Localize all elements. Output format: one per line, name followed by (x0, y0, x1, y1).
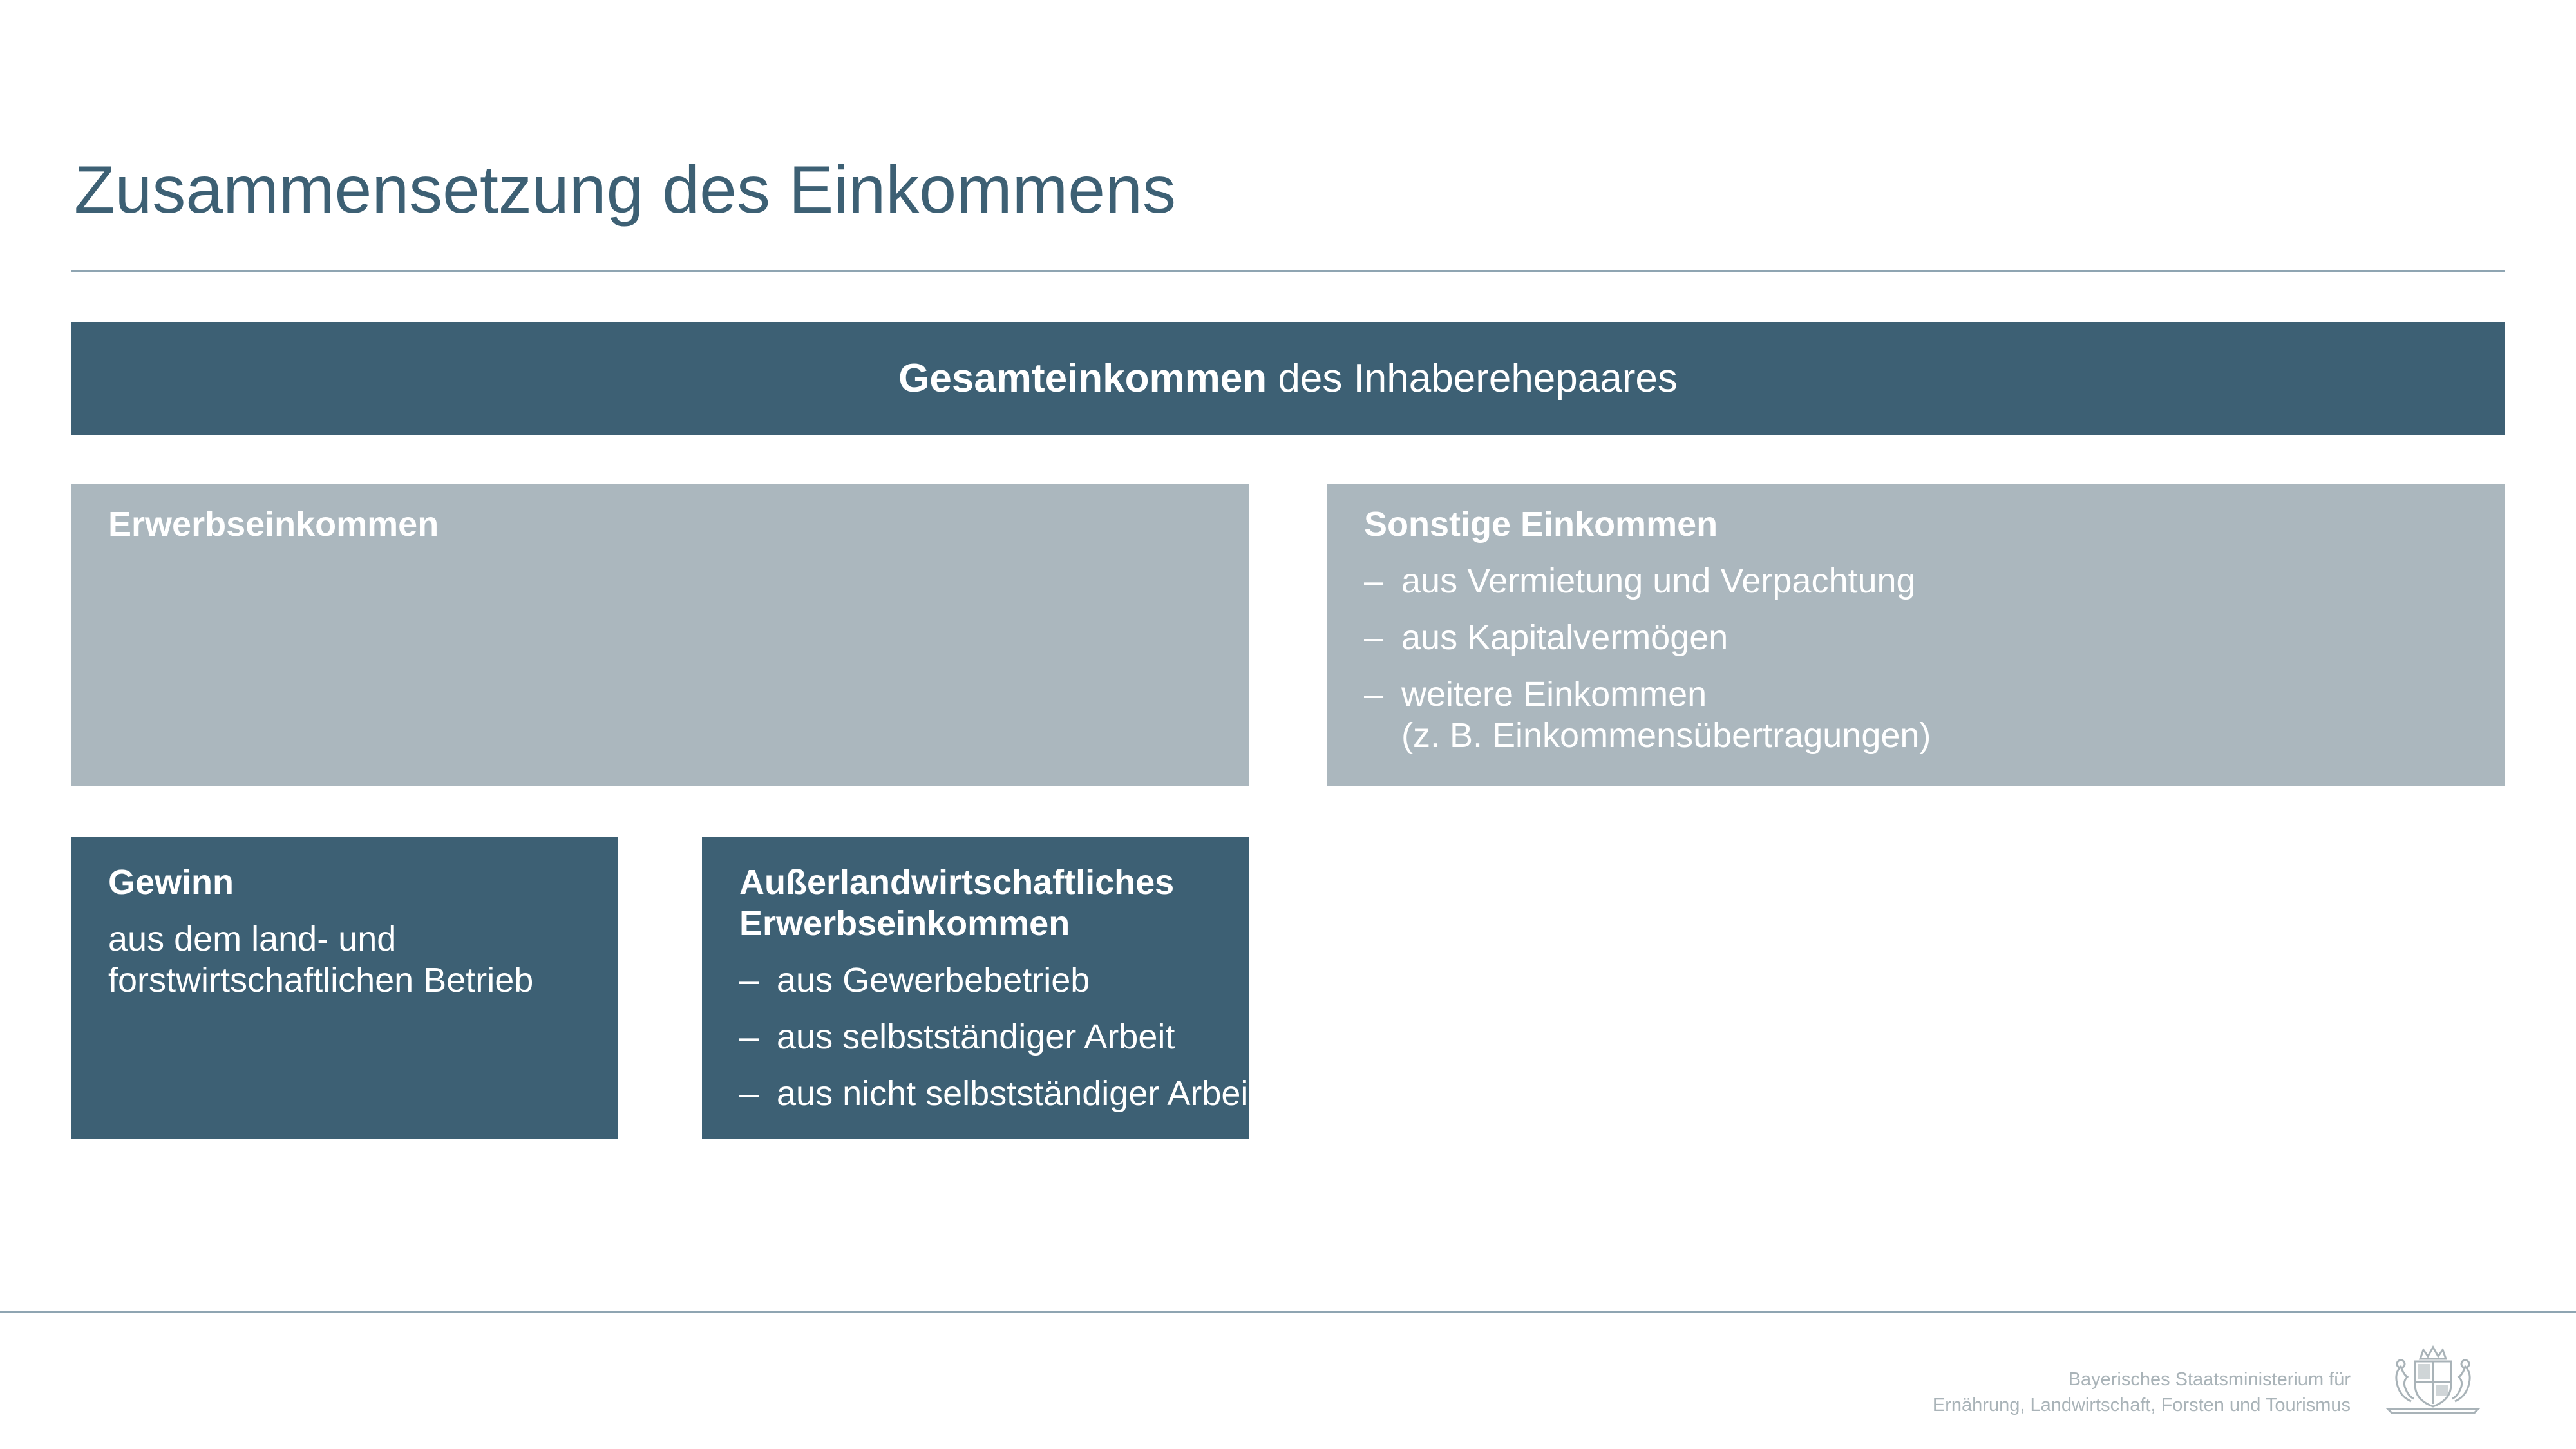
erwerbseinkommen-heading: Erwerbseinkommen (108, 505, 439, 544)
list-item (739, 960, 1211, 1001)
list-item (739, 1073, 1258, 1114)
list-item (1364, 674, 2467, 756)
gewinn-description-line1: aus dem land- und (108, 920, 397, 958)
gesamteinkommen-label-rest: des Inhaberehepaares (1267, 356, 1678, 401)
sonstige-einkommen-heading: Sonstige Einkommen (1364, 505, 1718, 544)
coat-of-arms-icon (2375, 1345, 2491, 1416)
gewinn-description-line2: forstwirtschaftlichen Betrieb (108, 961, 534, 999)
gesamteinkommen-box (71, 322, 2505, 435)
gewinn-description (108, 918, 580, 1001)
erwerbseinkommen-box (71, 484, 1249, 786)
sonstige-einkommen-box (1327, 484, 2505, 786)
sonstige-einkommen-list (1364, 560, 2467, 756)
gewinn-box (71, 837, 618, 1139)
page-title: Zusammensetzung des Einkommens (74, 153, 1176, 227)
footer-divider (0, 1311, 2576, 1313)
ausserlandwirtschaftliches-heading-line2: Erwerbseinkommen (739, 904, 1070, 943)
list-item-label: aus Gewerbebetrieb (777, 961, 1090, 999)
gesamteinkommen-label-bold: Gesamteinkommen (898, 356, 1267, 401)
list-item (1364, 617, 2467, 658)
gewinn-heading: Gewinn (108, 863, 234, 902)
list-item-label: aus selbstständiger Arbeit (777, 1018, 1175, 1056)
footer-ministry-name (1933, 1367, 2351, 1418)
footer-line2: Ernährung, Landwirtschaft, Forsten und Tourismus (1932, 1395, 2351, 1416)
list-item-label: aus nicht selbstständiger Arbeit (777, 1074, 1258, 1113)
ausserlandwirtschaftliches-heading-line1: Außerlandwirtschaftliches (739, 863, 1175, 902)
footer-line1: Bayerisches Staatsministerium für (2068, 1369, 2351, 1390)
ausserlandwirtschaftliches-box (702, 837, 1258, 1139)
title-divider (71, 270, 2505, 272)
ausserlandwirtschaftliches-heading (739, 862, 1211, 944)
list-item-label: aus Kapitalvermögen (1401, 618, 1728, 657)
list-item (1364, 560, 2467, 601)
list-item-label: weitere Einkommen (1401, 675, 1707, 714)
list-item-sublabel: (z. B. Einkommensübertragungen) (1401, 716, 1931, 755)
list-item (739, 1016, 1211, 1057)
ausserlandwirtschaftliches-list (739, 960, 1258, 1114)
list-item-label: aus Vermietung und Verpachtung (1401, 562, 1916, 600)
